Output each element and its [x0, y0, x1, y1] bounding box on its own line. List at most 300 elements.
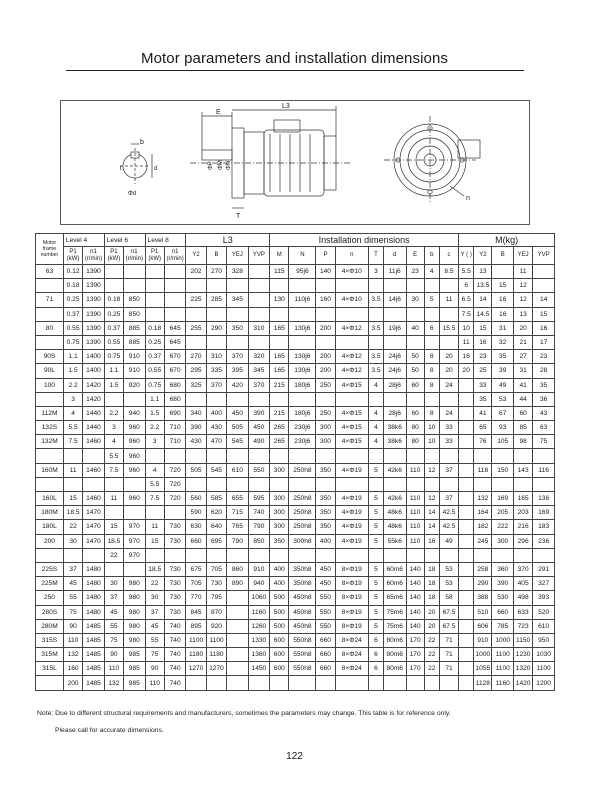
- table-cell: 4×Φ15: [335, 421, 368, 435]
- table-cell: 730: [164, 605, 185, 619]
- table-cell: [316, 676, 335, 690]
- table-cell: 37: [63, 562, 82, 576]
- table-cell: 93: [492, 421, 513, 435]
- table-cell: 130j6: [289, 350, 316, 364]
- table-cell: 705: [186, 577, 206, 591]
- table-cell: 1420: [513, 676, 532, 690]
- footnote: Note: Due to different structural requirements and manufacturers, sometimes the parameters may change. This table is for reference only.: [37, 710, 451, 717]
- table-cell: [186, 676, 206, 690]
- table-cell: 90S: [36, 350, 64, 364]
- table-cell: 740: [164, 619, 185, 633]
- label-E: E: [216, 109, 221, 116]
- footnote-contact: Please call for accurate dimensions.: [55, 727, 164, 734]
- table-cell: 15: [492, 279, 513, 293]
- table-cell: 8×Φ24: [335, 662, 368, 676]
- table-cell: 1100: [206, 633, 226, 647]
- table-cell: 550: [316, 619, 335, 633]
- table-cell: 250h8: [289, 506, 316, 520]
- table-cell: [145, 506, 164, 520]
- table-cell: [145, 449, 164, 463]
- table-cell: 950: [533, 633, 555, 647]
- table-cell: [227, 619, 248, 633]
- table-cell: [104, 392, 123, 406]
- table-row: [36, 591, 555, 605]
- table-cell: [104, 279, 123, 293]
- table-cell: 740: [164, 633, 185, 647]
- table-cell: [439, 676, 458, 690]
- table-cell: 1260: [248, 619, 269, 633]
- table-cell: 1480: [83, 591, 104, 605]
- table-cell: 16: [492, 307, 513, 321]
- table-cell: [206, 335, 226, 349]
- table-cell: 1.5: [104, 378, 123, 392]
- table-cell: [145, 548, 164, 562]
- header-mass-yej: YEJ: [513, 247, 532, 265]
- table-cell: [424, 477, 439, 491]
- table-cell: 0.18: [63, 279, 82, 293]
- table-cell: [270, 676, 289, 690]
- table-cell: [383, 392, 406, 406]
- table-cell: 680: [164, 378, 185, 392]
- table-cell: [164, 279, 185, 293]
- table-cell: 50: [406, 350, 424, 364]
- table-cell: 490: [248, 435, 269, 449]
- table-cell: 43: [533, 406, 555, 420]
- table-cell: 606: [474, 619, 492, 633]
- table-cell: 300: [316, 435, 335, 449]
- table-cell: 4×Φ15: [335, 435, 368, 449]
- table-cell: 1460: [83, 463, 104, 477]
- table-cell: 33: [474, 378, 492, 392]
- table-cell: 18.5: [145, 562, 164, 576]
- table-cell: 300: [270, 506, 289, 520]
- table-cell: 4×Φ19: [335, 506, 368, 520]
- label-t: t: [120, 166, 122, 172]
- table-cell: [439, 392, 458, 406]
- table-cell: 600: [270, 662, 289, 676]
- table-cell: 16: [533, 321, 555, 335]
- table-cell: 115: [270, 265, 289, 279]
- table-cell: [186, 477, 206, 491]
- table-cell: 20: [424, 605, 439, 619]
- header-p1-l6: P1 (kW): [104, 247, 123, 265]
- table-row: [36, 633, 555, 647]
- table-cell: 1470: [83, 520, 104, 534]
- table-cell: 11: [104, 492, 123, 506]
- table-cell: 1230: [513, 648, 532, 662]
- table-cell: 550: [248, 463, 269, 477]
- table-cell: 610: [227, 463, 248, 477]
- table-cell: 670: [164, 364, 185, 378]
- table-cell: 16: [424, 534, 439, 548]
- header-n1-l6: n1 (r/min): [124, 247, 145, 265]
- table-cell: 0.18: [145, 321, 164, 335]
- table-cell: 71: [439, 662, 458, 676]
- table-row: [36, 378, 555, 392]
- table-cell: 1060: [248, 591, 269, 605]
- table-cell: [83, 477, 104, 491]
- table-cell: 1390: [83, 307, 104, 321]
- page-number: 122: [286, 751, 303, 762]
- table-cell: 660: [186, 534, 206, 548]
- table-row: [36, 506, 555, 520]
- table-cell: 790: [248, 520, 269, 534]
- table-cell: [459, 421, 474, 435]
- table-cell: 5: [368, 591, 383, 605]
- table-cell: [316, 307, 335, 321]
- table-body: [36, 265, 555, 691]
- table-cell: 740: [164, 676, 185, 690]
- table-cell: 285: [206, 293, 226, 307]
- table-cell: 850: [248, 534, 269, 548]
- table-cell: 41: [513, 378, 532, 392]
- table-cell: 170: [406, 662, 424, 676]
- table-cell: [248, 676, 269, 690]
- table-row: [36, 335, 555, 349]
- table-cell: 10: [424, 421, 439, 435]
- table-cell: 14: [424, 520, 439, 534]
- table-cell: 16: [492, 293, 513, 307]
- table-cell: [164, 506, 185, 520]
- table-cell: 75m6: [383, 605, 406, 619]
- table-cell: 5: [368, 605, 383, 619]
- table-cell: 35: [533, 378, 555, 392]
- table-cell: 550: [316, 591, 335, 605]
- table-cell: 200: [316, 321, 335, 335]
- table-cell: 680: [164, 392, 185, 406]
- table-cell: 25: [474, 364, 492, 378]
- table-cell: 655: [227, 492, 248, 506]
- table-row: [36, 406, 555, 420]
- table-cell: [206, 392, 226, 406]
- table-cell: 1160: [248, 605, 269, 619]
- table-cell: [270, 449, 289, 463]
- table-cell: 225M: [36, 577, 64, 591]
- table-cell: 350: [316, 506, 335, 520]
- table-cell: [206, 279, 226, 293]
- table-cell: [289, 548, 316, 562]
- table-cell: 8.5: [439, 265, 458, 279]
- table-cell: 202: [186, 265, 206, 279]
- table-cell: 48k6: [383, 520, 406, 534]
- table-cell: 75m6: [383, 619, 406, 633]
- table-cell: [289, 335, 316, 349]
- table-cell: 550h8: [289, 648, 316, 662]
- table-cell: [316, 477, 335, 491]
- table-cell: [513, 548, 532, 562]
- table-cell: 98: [513, 435, 532, 449]
- table-cell: 550: [316, 605, 335, 619]
- table-cell: 22: [424, 633, 439, 647]
- table-cell: 170: [406, 633, 424, 647]
- table-cell: 132S: [36, 421, 64, 435]
- table-cell: 1100: [492, 662, 513, 676]
- table-cell: 80m6: [383, 662, 406, 676]
- table-cell: 550h8: [289, 662, 316, 676]
- table-row: [36, 577, 555, 591]
- table-cell: 245: [474, 534, 492, 548]
- table-cell: 18: [424, 577, 439, 591]
- table-cell: 5: [368, 619, 383, 633]
- table-cell: 200: [36, 534, 64, 548]
- table-cell: 0.37: [104, 321, 123, 335]
- table-cell: 18: [424, 562, 439, 576]
- table-cell: [206, 676, 226, 690]
- header-y2: Y2: [186, 247, 206, 265]
- header-T: T: [368, 247, 383, 265]
- table-cell: 169: [492, 492, 513, 506]
- table-cell: 5: [368, 520, 383, 534]
- table-cell: [63, 548, 82, 562]
- table-cell: 1480: [83, 577, 104, 591]
- table-cell: [459, 449, 474, 463]
- table-cell: [227, 662, 248, 676]
- table-cell: 345: [248, 364, 269, 378]
- table-cell: 16: [474, 335, 492, 349]
- table-cell: [83, 548, 104, 562]
- table-cell: 35: [474, 392, 492, 406]
- table-cell: 22: [63, 520, 82, 534]
- table-cell: [439, 307, 458, 321]
- table-cell: [424, 676, 439, 690]
- table-cell: 28: [533, 364, 555, 378]
- label-phi-p: ΦP: [208, 161, 214, 170]
- table-cell: 30: [145, 591, 164, 605]
- header-n1-l8: n1 (r/min): [164, 247, 185, 265]
- table-row: [36, 548, 555, 562]
- table-cell: [439, 335, 458, 349]
- table-cell: [439, 449, 458, 463]
- table-cell: [186, 279, 206, 293]
- table-cell: [424, 335, 439, 349]
- table-cell: 230j6: [289, 421, 316, 435]
- table-cell: 30: [104, 577, 123, 591]
- table-cell: 8: [424, 350, 439, 364]
- table-cell: 790: [227, 534, 248, 548]
- table-cell: 920: [206, 619, 226, 633]
- table-row: [36, 307, 555, 321]
- table-cell: [406, 392, 424, 406]
- table-cell: 1100: [533, 662, 555, 676]
- table-cell: 215: [270, 378, 289, 392]
- table-cell: 2.2: [63, 378, 82, 392]
- table-cell: 110: [145, 676, 164, 690]
- label-L3: L3: [282, 103, 290, 110]
- table-cell: 24j6: [383, 350, 406, 364]
- table-cell: 960: [124, 421, 145, 435]
- table-cell: [424, 392, 439, 406]
- table-cell: [368, 392, 383, 406]
- table-cell: 90L: [36, 364, 64, 378]
- table-cell: [206, 548, 226, 562]
- table-cell: [227, 605, 248, 619]
- table-cell: 940: [248, 577, 269, 591]
- table-cell: 37: [145, 605, 164, 619]
- label-d: d: [154, 166, 158, 172]
- table-cell: [186, 449, 206, 463]
- header-N: N: [289, 247, 316, 265]
- table-cell: [406, 676, 424, 690]
- table-cell: [533, 548, 555, 562]
- table-cell: [474, 548, 492, 562]
- table-cell: 350: [270, 534, 289, 548]
- table-cell: [104, 477, 123, 491]
- table-cell: [383, 477, 406, 491]
- table-cell: 216: [513, 520, 532, 534]
- table-cell: 42k6: [383, 492, 406, 506]
- table-cell: 42.5: [439, 520, 458, 534]
- table-cell: 130: [270, 293, 289, 307]
- table-cell: [459, 605, 474, 619]
- table-cell: 350h8: [289, 577, 316, 591]
- table-cell: 4: [424, 265, 439, 279]
- table-cell: [474, 449, 492, 463]
- table-cell: 21: [513, 335, 532, 349]
- table-cell: 660: [316, 633, 335, 647]
- table-cell: 80: [406, 435, 424, 449]
- table-cell: 7.5: [63, 435, 82, 449]
- table-cell: [424, 449, 439, 463]
- table-cell: 730: [164, 591, 185, 605]
- header-yej: YEJ: [227, 247, 248, 265]
- table-cell: 6: [424, 321, 439, 335]
- table-cell: 5.5: [63, 421, 82, 435]
- table-cell: 160: [316, 293, 335, 307]
- table-cell: 250: [316, 406, 335, 420]
- table-cell: 33: [439, 421, 458, 435]
- table-cell: 730: [206, 577, 226, 591]
- table-cell: 660: [492, 605, 513, 619]
- table-cell: 6: [368, 648, 383, 662]
- table-cell: 24: [439, 406, 458, 420]
- table-cell: [459, 633, 474, 647]
- table-cell: 280S: [36, 605, 64, 619]
- table-cell: 920: [124, 378, 145, 392]
- table-cell: 140: [406, 591, 424, 605]
- table-cell: 795: [206, 591, 226, 605]
- table-cell: [513, 477, 532, 491]
- table-cell: [145, 265, 164, 279]
- table-cell: 30: [406, 293, 424, 307]
- table-cell: 388: [474, 591, 492, 605]
- table-cell: 11: [145, 520, 164, 534]
- parameters-table: [35, 233, 555, 691]
- table-cell: 630: [186, 520, 206, 534]
- table-cell: [459, 435, 474, 449]
- table-cell: 1390: [83, 335, 104, 349]
- table-cell: 165: [513, 492, 532, 506]
- table-cell: 5.5: [145, 477, 164, 491]
- table-cell: 400: [206, 406, 226, 420]
- table-cell: 160L: [36, 492, 64, 506]
- table-cell: 250: [316, 378, 335, 392]
- table-cell: [335, 392, 368, 406]
- table-cell: 250h8: [289, 492, 316, 506]
- table-cell: 110: [406, 534, 424, 548]
- table-cell: 450: [227, 406, 248, 420]
- table-cell: 450h8: [289, 619, 316, 633]
- table-row: [36, 449, 555, 463]
- table-cell: 785: [492, 619, 513, 633]
- table-cell: [383, 449, 406, 463]
- table-cell: 80m6: [383, 648, 406, 662]
- table-cell: [335, 548, 368, 562]
- table-row: [36, 520, 555, 534]
- table-cell: 450: [316, 562, 335, 576]
- table-cell: 730: [164, 534, 185, 548]
- table-cell: 600: [270, 648, 289, 662]
- table-row: [36, 293, 555, 307]
- table-cell: 1270: [186, 662, 206, 676]
- table-cell: 0.25: [145, 335, 164, 349]
- table-cell: 20: [439, 364, 458, 378]
- table-cell: 1485: [83, 633, 104, 647]
- table-cell: 17: [533, 335, 555, 349]
- table-cell: 205: [492, 506, 513, 520]
- table-cell: 1200: [533, 676, 555, 690]
- table-cell: [248, 477, 269, 491]
- table-cell: [368, 477, 383, 491]
- table-cell: [36, 392, 64, 406]
- table-row: [36, 534, 555, 548]
- table-cell: [164, 449, 185, 463]
- table-cell: 27: [513, 350, 532, 364]
- table-cell: 730: [164, 520, 185, 534]
- table-cell: 720: [164, 492, 185, 506]
- table-cell: 1440: [83, 406, 104, 420]
- table-cell: 5: [368, 562, 383, 576]
- table-cell: 660: [316, 648, 335, 662]
- table-cell: [383, 279, 406, 293]
- table-cell: 910: [474, 633, 492, 647]
- table-cell: 1470: [83, 534, 104, 548]
- table-cell: [459, 477, 474, 491]
- table-cell: 985: [124, 662, 145, 676]
- table-cell: 4×Φ10: [335, 293, 368, 307]
- table-cell: 710: [164, 421, 185, 435]
- table-cell: 0.37: [63, 307, 82, 321]
- label-phi-d: Φd: [128, 191, 137, 197]
- table-cell: [533, 449, 555, 463]
- table-cell: 500: [270, 619, 289, 633]
- table-cell: 11: [459, 335, 474, 349]
- table-cell: 20: [424, 619, 439, 633]
- table-cell: [474, 477, 492, 491]
- table-cell: [63, 449, 82, 463]
- table-cell: 290: [206, 321, 226, 335]
- table-cell: 740: [164, 662, 185, 676]
- table-row: [36, 350, 555, 364]
- table-cell: 37: [439, 463, 458, 477]
- table-cell: 41: [474, 406, 492, 420]
- table-cell: 980: [124, 619, 145, 633]
- table-cell: 1000: [492, 633, 513, 647]
- table-cell: 11: [63, 463, 82, 477]
- table-cell: 420: [227, 378, 248, 392]
- table-cell: 1390: [83, 321, 104, 335]
- table-cell: 980: [124, 591, 145, 605]
- table-cell: [459, 577, 474, 591]
- header-n: n: [335, 247, 368, 265]
- table-cell: 1480: [83, 562, 104, 576]
- table-cell: 850: [124, 293, 145, 307]
- header-M: M: [270, 247, 289, 265]
- table-cell: 370: [513, 562, 532, 576]
- table-cell: [406, 548, 424, 562]
- table-cell: 6: [368, 633, 383, 647]
- table-cell: 970: [124, 520, 145, 534]
- table-cell: 960: [124, 463, 145, 477]
